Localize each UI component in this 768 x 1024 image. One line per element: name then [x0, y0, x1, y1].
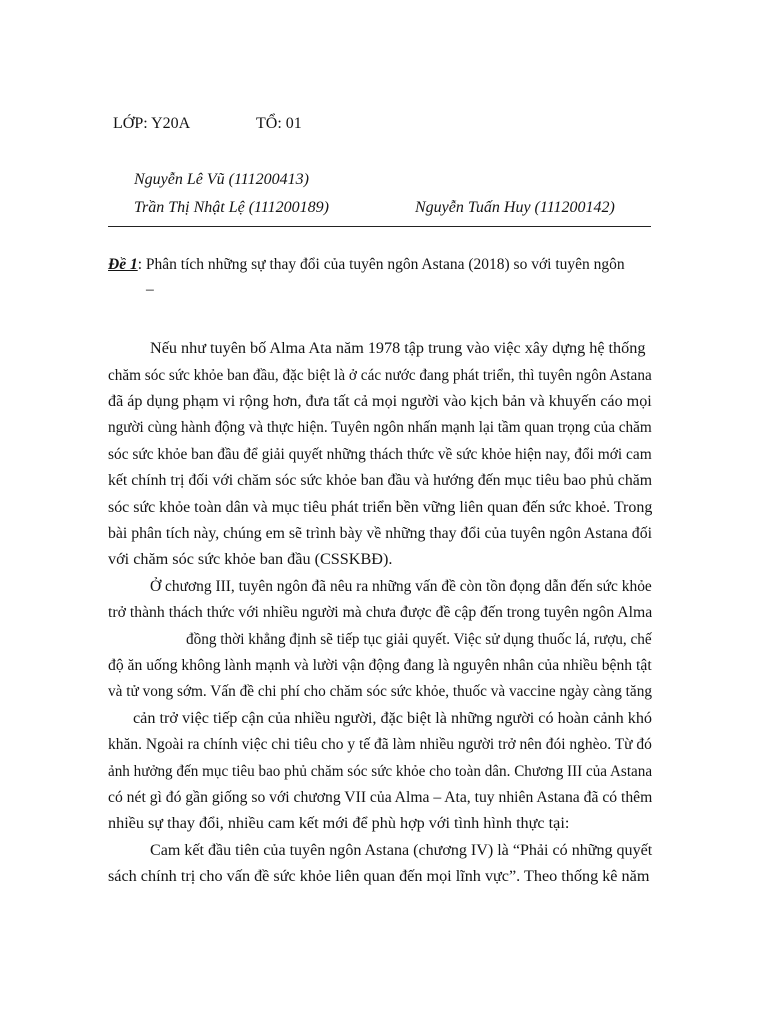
author-name: Nguyễn Tuấn Huy (111200142)	[415, 199, 615, 216]
body-line: ảnh hưởng đến mục tiêu bao phủ chăm sóc sức khỏe cho toàn dân. Chương III của Astana	[108, 762, 653, 780]
group-label: TỔ: 01	[256, 115, 302, 132]
body-line: Ở chương III, tuyên ngôn đã nêu ra những vấn đề còn tồn đọng dẫn đến sức khỏe	[150, 577, 652, 595]
body-line: đã áp dụng phạm vi rộng hơn, đưa tất cả mọi người vào kịch bản và khuyến cáo mọi	[108, 392, 652, 410]
body-line: khăn. Ngoài ra chính việc chi tiêu cho y tế đã làm nhiều người trở nên đói nghèo. Từ đó	[108, 735, 652, 753]
body-line: đồng thời khẳng định sẽ tiếp tục giải quyết. Việc sử dụng thuốc lá, rượu, chế	[186, 630, 652, 648]
topic-continuation: –	[146, 281, 154, 298]
body-line: Nếu như tuyên bố Alma Ata năm 1978 tập trung vào việc xây dựng hệ thống	[150, 339, 646, 357]
body-line: người cùng hành động và thực hiện. Tuyên ngôn nhấn mạnh lại tầm quan trọng của chăm	[108, 418, 652, 436]
body-line: cản trở việc tiếp cận của nhiều người, đặc biệt là những người có hoàn cảnh khó	[133, 709, 653, 727]
author-name: Nguyễn Lê Vũ (111200413)	[134, 171, 309, 188]
author-name: Trần Thị Nhật Lệ (111200189)	[134, 199, 329, 216]
class-label: LỚP: Y20A	[113, 115, 191, 132]
body-line: Cam kết đầu tiên của tuyên ngôn Astana (chương IV) là “Phải có những quyết	[150, 841, 653, 859]
body-line: và tử vong sớm. Vấn đề chi phí cho chăm sóc sức khỏe, thuốc và vaccine ngày càng tăng	[108, 682, 652, 700]
body-line: sóc sức khỏe toàn dân và mục tiêu phát triển bền vững liên quan đến sức khoẻ. Trong	[108, 498, 653, 516]
body-line: nhiều sự thay đổi, nhiều cam kết mới để phù hợp với tình hình thực tại:	[108, 814, 570, 832]
body-line: độ ăn uống không lành mạnh và lười vận động đang là nguyên nhân của nhiều bệnh tật	[108, 656, 652, 674]
topic-line	[108, 256, 625, 274]
topic-label: Đề 1	[108, 256, 138, 273]
body-line: chăm sóc sức khỏe ban đầu, đặc biệt là ở các nước đang phát triển, thì tuyên ngôn Astana	[108, 366, 652, 384]
body-line: kết chính trị đối với chăm sóc sức khỏe ban đầu và hướng đến mục tiêu bao phủ chăm	[108, 471, 653, 489]
body-line: với chăm sóc sức khỏe ban đầu (CSSKBĐ).	[108, 550, 393, 568]
body-line: bài phân tích này, chúng em sẽ trình bày về những thay đổi của tuyên ngôn Astana đối	[108, 524, 652, 542]
body-line: trở thành thách thức với nhiều người mà chưa được đề cập đến trong tuyên ngôn Alma	[108, 603, 653, 621]
body-line: sóc sức khỏe ban đầu để giải quyết những thách thức về sức khỏe hiện nay, đổi mới cam	[108, 445, 652, 463]
body-line: có nét gì đó gần giống so với chương VII của Alma – Ata, tuy nhiên Astana đã có thêm	[108, 788, 653, 806]
header-divider	[108, 226, 651, 227]
body-line: sách chính trị cho vấn đề sức khỏe liên quan đến mọi lĩnh vực”. Theo thống kê năm	[108, 867, 650, 885]
topic-text: : Phân tích những sự thay đổi của tuyên ngôn Astana (2018) so với tuyên ngôn	[137, 256, 625, 273]
